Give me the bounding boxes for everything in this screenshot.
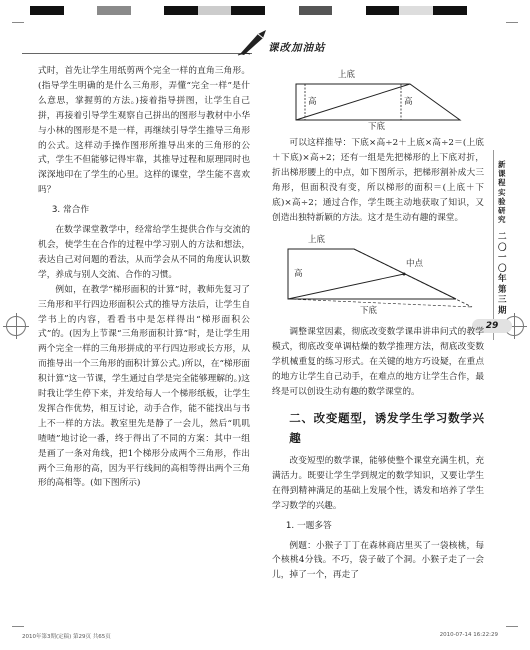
right-column: [272, 64, 484, 583]
calibration-cell: [64, 6, 98, 15]
subheading: 3. 常合作: [51, 205, 90, 216]
paragraph: 改变短型的数学课，能够使整个课堂充满生机，充满活力。既要让学生学到规定的数学知识，又要让学生在得到精神满足的基础上发展个性，诱发和培养了学生学习数学的兴趣。: [272, 455, 484, 511]
height-label: 高: [308, 97, 317, 107]
section-heading: 二、改变题型，诱发学生学习数学兴趣: [289, 410, 484, 445]
paragraph: 调整课堂因素，彻底改变数学课串讲串问式的教学模式，彻底改变单调枯燥的数学推理方法，彻底改变数学机械重复的练习形式。在关键的地方巧设疑，在重点的地方让学生自己动手，在难点的地方让学生合作，最终是可以创设生动有趣的数学课堂的。: [272, 327, 484, 398]
paragraph: 例如，在教学“梯形面积的计算”时，教师先复习了三角形和平行四边形面积公式的推导方法后，让学生自学书上的内容，看看书中是怎样得出“梯形面积公式”的。(因为上节课“三角形面积计算”时，是让学生用两个完全一样的三角形拼成的平行四边形或长方形，从而推导出一个三角形的面积计算公式。)所以，在“梯形面积计算”这一节课，学生通过自学是完全能够理解的。)这时我让学生停下来，并发给每人一个梯形纸板，让学生发挥合作优势，相互讨论，动手合作，能不能找出与书上不一样的方法。教室里先是静了一会儿，然后“叽叽喳喳”地讨论一番，终于得出了不同的方案：其中一组是画了一条对角线，把1个梯形分成两个三角形，作出两个三角形的高，因为平行线间的高相等得出两个三角形的高相等。(如下图所示): [38, 284, 250, 489]
fountain-pen-icon: [236, 28, 272, 56]
height-label: 高: [294, 269, 303, 280]
crop-mark: [506, 626, 518, 627]
page-number: 29: [472, 319, 512, 333]
left-column: [38, 64, 250, 491]
crop-mark: [506, 22, 518, 23]
calibration-cell: [198, 6, 232, 15]
journal-name: 新课程实验研究: [498, 160, 506, 225]
calibration-cell: [30, 6, 64, 15]
color-calibration-strip: [30, 6, 500, 15]
crop-mark: [12, 22, 24, 23]
side-rule: [493, 150, 494, 340]
calibration-cell: [299, 6, 333, 15]
midpoint-label: 中点: [406, 259, 424, 270]
paragraph: 可以这样推导：下底×高÷2＋上底×高÷2＝(上底＋下底)×高÷2；还有一组是先把梯形的上下底对折，折出梯形腰上的中点，如下图所示，把梯形割补成大三角形，但面积没有变，所以梯形的面积＝(上底＋下底)×高÷2；通过合作，学生既主动地获取了知识，又创造出独特新颖的方法。这才是生动有趣的课堂。: [272, 138, 484, 223]
header-title: 课改加油站: [268, 42, 326, 54]
calibration-cell: [265, 6, 299, 15]
trapezoid-diagonal-figure: [272, 64, 484, 132]
calibration-cell: [332, 6, 366, 15]
bottom-base-label: 下底: [368, 122, 386, 132]
crop-mark: [12, 626, 24, 627]
subheading: 1. 一题多答: [285, 520, 332, 531]
calibration-cell: [231, 6, 265, 15]
height-label: 高: [404, 97, 413, 107]
print-footer-left: 2010年第3期(定稿) 第29页 共65页: [22, 634, 111, 640]
print-footer-right: 2010-07-14 16:22:29: [439, 632, 498, 638]
registration-mark-left: [6, 316, 26, 336]
calibration-cell: [164, 6, 198, 15]
calibration-cell: [97, 6, 131, 15]
calibration-cell: [467, 6, 501, 15]
bottom-base-label: 下底: [360, 306, 378, 317]
top-base-label: 上底: [338, 70, 356, 80]
issue-label: 二〇一〇年第三期: [498, 232, 507, 316]
header-rule: [22, 53, 252, 54]
calibration-cell: [399, 6, 433, 15]
calibration-cell: [131, 6, 165, 15]
calibration-cell: [366, 6, 400, 15]
paragraph: 式时，首先让学生用纸剪两个完全一样的直角三角形。(指导学生明确的是什么三角形，弄懂“完全一样”是什么意思，掌握剪的方法。)接着指导拼图，让学生自己拼，再接着引导学生观察自己拼出的图形与教材中小华与小林的图形是不是一样，再继续引导学生推导三角形的公式。这样动手操作图形所推导出来的三角形的公式，学生不但能够记得牢靠，其推导过程和原理同时也深深地印在了学生的心里。这样的课堂，学生能不喜欢吗？: [38, 66, 250, 196]
paragraph: 在数学课堂教学中，经常给学生提供合作与交流的机会，使学生在合作的过程中学习别人的方法和想法，表达自己对问题的看法，从而学会从不同的角度认识数学，养成与别人交流、合作的习惯。: [38, 225, 250, 280]
trapezoid-midpoint-diagram: [272, 229, 484, 321]
top-base-label: 上底: [308, 235, 326, 246]
paragraph: 例题：小猴子丁丁在森林商店里买了一袋核桃，每个核桃4分钱。不巧，袋子破了个洞。小猴子走了一会儿，掉了一个，再走了: [272, 540, 484, 581]
trapezoid-midpoint-figure: [272, 229, 484, 321]
calibration-cell: [433, 6, 467, 15]
